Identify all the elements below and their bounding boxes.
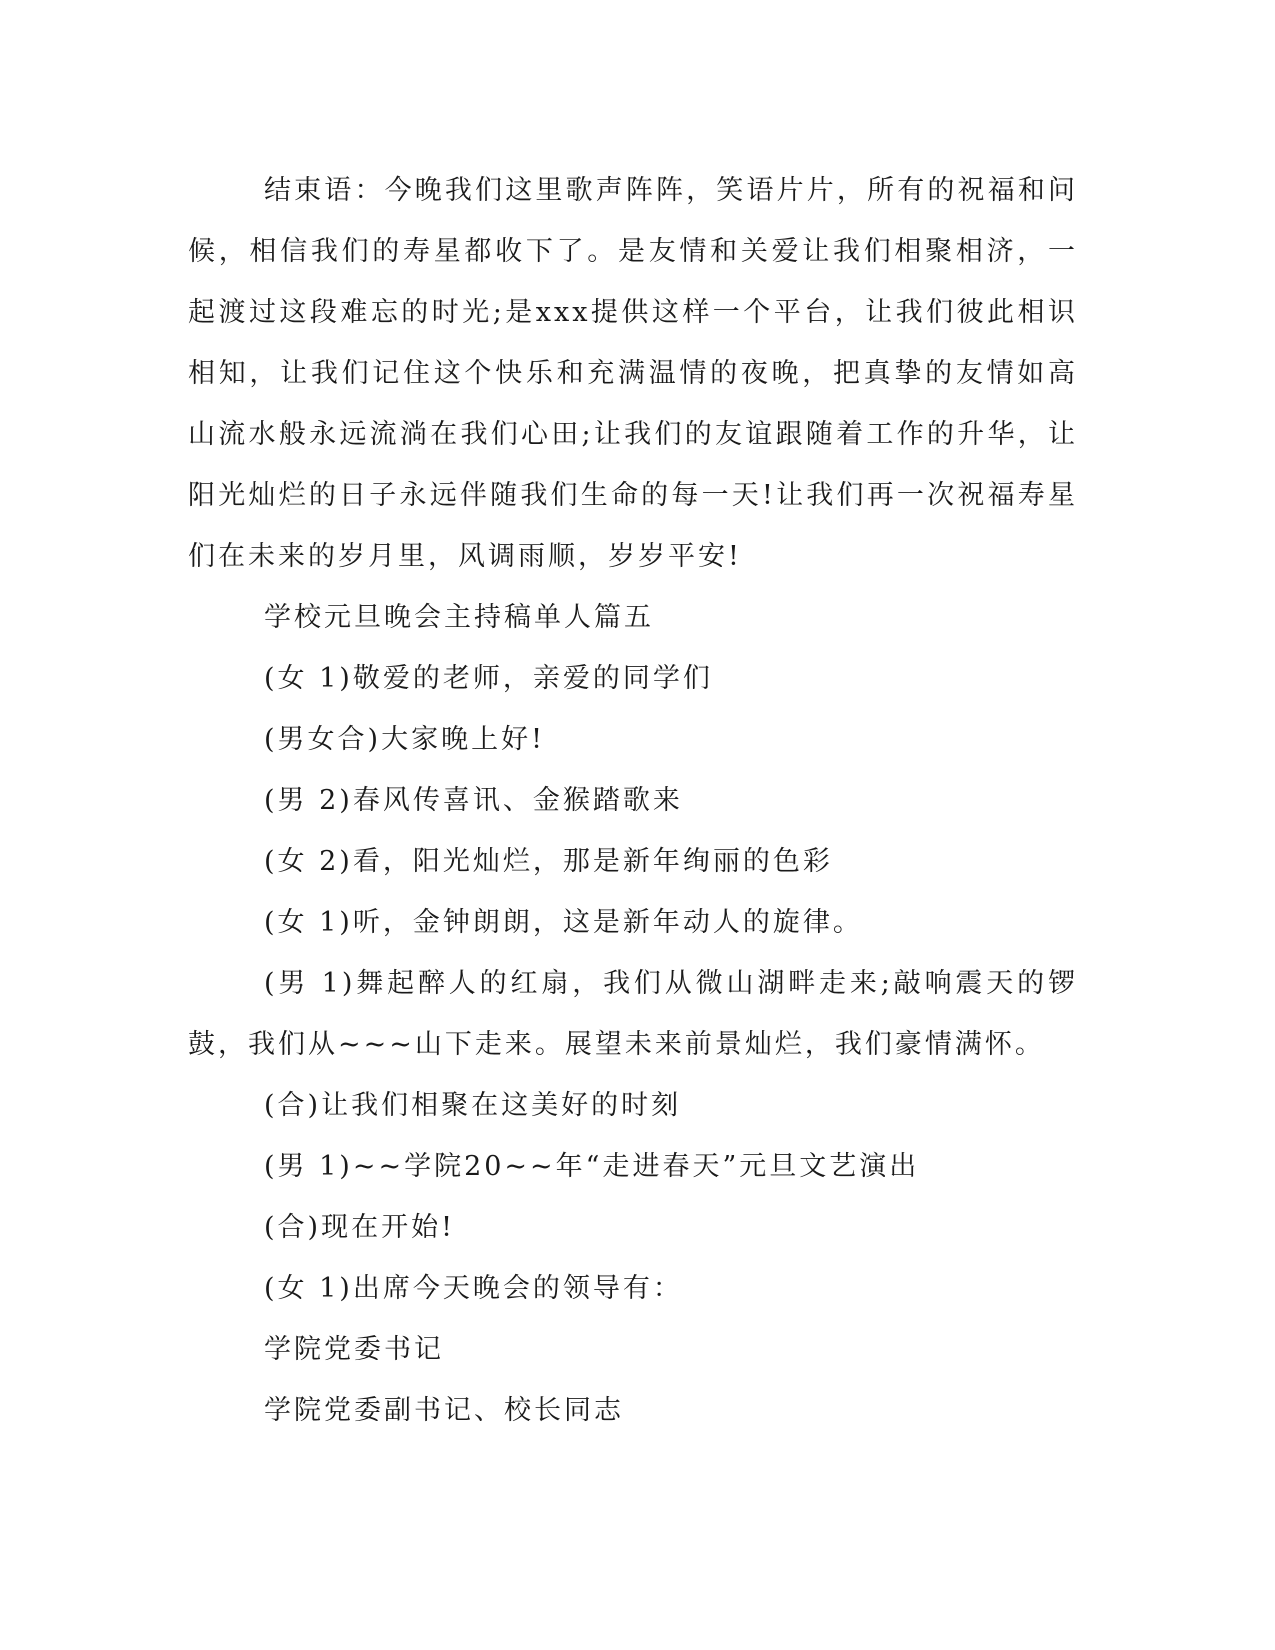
script-line: (男 1)舞起醉人的红扇，我们从微山湖畔走来;敲响震天的锣鼓，我们从~~~山下走来。展望未来前景灿烂，我们豪情满怀。 [188, 968, 1078, 1060]
document-body [188, 160, 1078, 1441]
script-line: (女 1)敬爱的老师，亲爱的同学们 [264, 663, 713, 694]
script-line: (女 1)出席今天晚会的领导有： [264, 1273, 683, 1304]
script-line: (女 2)看，阳光灿烂，那是新年绚丽的色彩 [264, 846, 833, 877]
section-heading: 学校元旦晚会主持稿单人篇五 [264, 602, 654, 633]
script-line: (合)让我们相聚在这美好的时刻 [264, 1090, 682, 1121]
script-line: (男 2)春风传喜讯、金猴踏歌来 [264, 785, 683, 816]
script-line: (女 1)听，金钟朗朗，这是新年动人的旋律。 [264, 907, 863, 938]
guest-list-item: 学院党委副书记、校长同志 [264, 1395, 624, 1426]
script-line: (男 1)~~学院20~~年“走进春天”元旦文艺演出 [264, 1151, 920, 1182]
script-line: (男女合)大家晚上好! [264, 724, 545, 755]
script-line: (合)现在开始! [264, 1212, 455, 1243]
guest-list-item: 学院党委书记 [264, 1334, 444, 1365]
closing-remarks-paragraph: 结束语：今晚我们这里歌声阵阵，笑语片片，所有的祝福和问候，相信我们的寿星都收下了。是友情和关爱让我们相聚相济，一起渡过这段难忘的时光;是xxx提供这样一个平台，让我们彼此相识相知，让我们记住这个快乐和充满温情的夜晚，把真挚的友情如高山流水般永远流淌在我们心田;让我们的友谊跟随着工作的升华，让阳光灿烂的日子永远伴随我们生命的每一天!让我们再一次祝福寿星们在未来的岁月里，风调雨顺，岁岁平安! [188, 175, 1078, 572]
